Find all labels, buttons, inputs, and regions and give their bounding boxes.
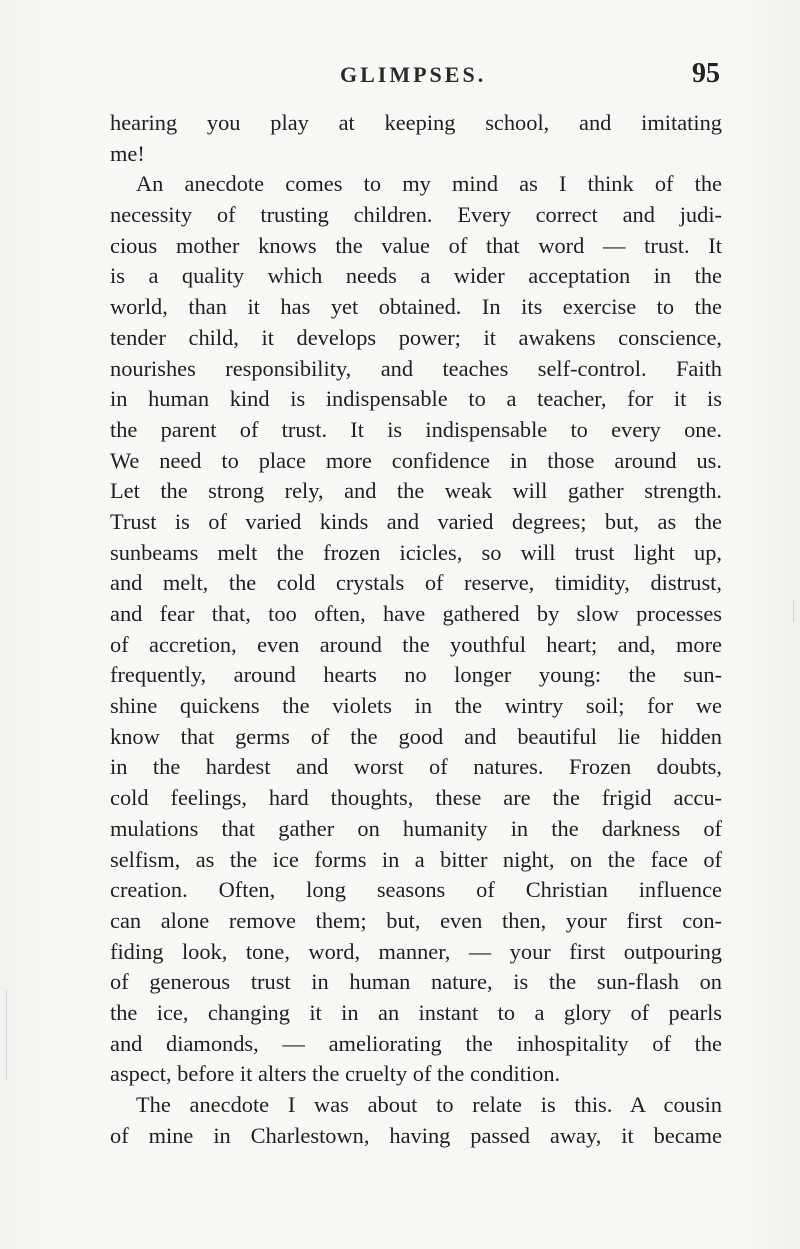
text-line: the ice, changing it in an instant to a glory of pearls bbox=[110, 999, 722, 1025]
text-line: of generous trust in human nature, is the sun-flash on bbox=[110, 969, 722, 995]
text-line: shine quickens the violets in the wintry soil; for we bbox=[110, 693, 722, 719]
text-line: is a quality which needs a wider acceptation in the bbox=[110, 263, 722, 289]
text-line: The anecdote I was about to relate is this. A cousin bbox=[136, 1092, 722, 1117]
text-line: of mine in Charlestown, having passed away, it became bbox=[110, 1122, 722, 1148]
text-line: cold feelings, hard thoughts, these are the frigid accu- bbox=[110, 785, 722, 811]
text-line: in human kind is indispensable to a teacher, for it is bbox=[110, 386, 722, 412]
text-line: can alone remove them; but, even then, your first con- bbox=[110, 907, 722, 933]
text-line: and melt, the cold crystals of reserve, timidity, distrust, bbox=[110, 570, 722, 596]
text-line: nourishes responsibility, and teaches self-control. Faith bbox=[110, 355, 722, 381]
text-line: tender child, it develops power; it awakens conscience, bbox=[110, 324, 722, 350]
text-line: aspect, before it alters the cruelty of the condition. bbox=[110, 1061, 561, 1087]
text-line: selfism, as the ice forms in a bitter night, on the face of bbox=[110, 846, 722, 872]
text-line: me! bbox=[110, 140, 145, 166]
text-line: and fear that, too often, have gathered by slow processes bbox=[110, 601, 722, 626]
text-line: the parent of trust. It is indispensable to every one. bbox=[110, 416, 722, 442]
text-line: in the hardest and worst of natures. Frozen doubts, bbox=[110, 754, 722, 780]
text-line: frequently, around hearts no longer young: the sun- bbox=[110, 662, 722, 688]
text-line: hearing you play at keeping school, and imitating bbox=[110, 110, 722, 135]
text-line: cious mother knows the value of that word — trust. It bbox=[110, 232, 722, 258]
body-text bbox=[110, 108, 722, 1151]
text-line: know that germs of the good and beautiful lie hidden bbox=[110, 723, 722, 749]
text-line: Trust is of varied kinds and varied degrees; but, as the bbox=[110, 508, 722, 534]
text-line: We need to place more confidence in those around us. bbox=[110, 447, 722, 473]
running-title: GLIMPSES. bbox=[340, 62, 487, 87]
text-line: fiding look, tone, word, manner, — your first outpouring bbox=[110, 938, 722, 964]
text-line: Let the strong rely, and the weak will gather strength. bbox=[110, 478, 722, 504]
margin-scratch bbox=[793, 600, 794, 622]
page-number: 95 bbox=[692, 58, 720, 89]
text-line: and diamonds, — ameliorating the inhospitality of the bbox=[110, 1030, 722, 1056]
text-line: world, than it has yet obtained. In its exercise to the bbox=[110, 294, 722, 320]
text-line: An anecdote comes to my mind as I think of the bbox=[136, 171, 722, 197]
text-line: of accretion, even around the youthful heart; and, more bbox=[110, 631, 722, 657]
margin-scratch bbox=[6, 990, 7, 1080]
text-line: necessity of trusting children. Every correct and judi- bbox=[110, 202, 722, 228]
running-head bbox=[110, 58, 720, 92]
text-line: sunbeams melt the frozen icicles, so will trust light up, bbox=[110, 539, 722, 565]
text-line: creation. Often, long seasons of Christian influence bbox=[110, 877, 722, 903]
text-line: mulations that gather on humanity in the darkness of bbox=[110, 815, 722, 841]
